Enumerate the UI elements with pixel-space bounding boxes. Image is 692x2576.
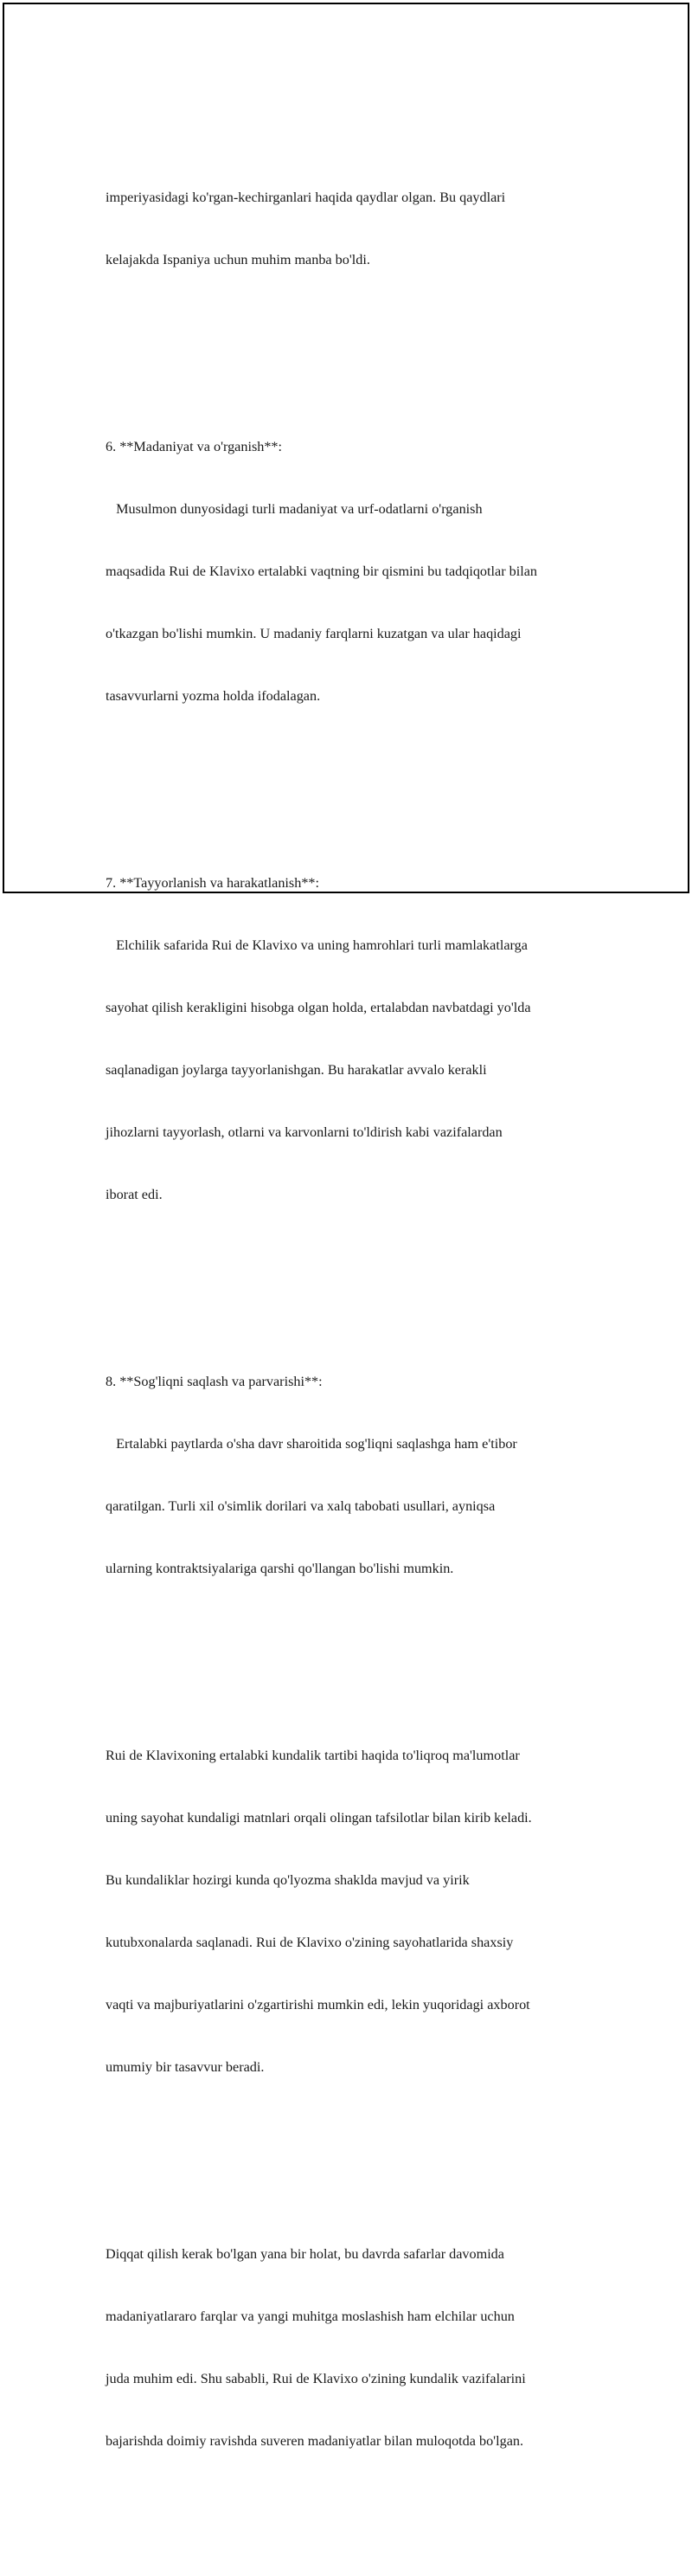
- text-line: ularning kontraktsiyalariga qarshi qo'llangan bo'lishi mumkin.: [106, 1561, 454, 1576]
- text-line: Bu kundaliklar hozirgi kunda qo'lyozma shaklda mavjud va yirik: [106, 1872, 470, 1888]
- text-line: kutubxonalarda saqlanadi. Rui de Klavixo o'zining sayohatlarida shaxsiy: [106, 1935, 514, 1950]
- text-line: madaniyatlararo farqlar va yangi muhitga moslashish ham elchilar uchun: [106, 2309, 515, 2324]
- text-line: Rui de Klavixoning ertalabki kundalik tartibi haqida to'liqroq ma'lumotlar: [106, 1748, 520, 1763]
- paragraph-kundalik-tartib: [106, 1703, 607, 2119]
- document-body: [106, 83, 607, 2576]
- text-line: imperiyasidagi ko'rgan-kechirganlari haqida qaydlar olgan. Bu qaydlari: [106, 190, 506, 205]
- text-line: juda muhim edi. Shu sababli, Rui de Klavixo o'zining kundalik vazifalarini: [106, 2371, 526, 2386]
- section-7-tayyorlanish: [106, 831, 607, 1246]
- page-frame: [3, 3, 689, 2449]
- text-line: maqsadida Rui de Klavixo ertalabki vaqtning bir qismini bu tadqiqotlar bilan: [106, 564, 538, 579]
- paragraph-continuation: [106, 145, 607, 312]
- text-line: o'tkazgan bo'lishi mumkin. U madaniy farqlarni kuzatgan va ular haqidagi: [106, 626, 522, 641]
- text-line: jihozlarni tayyorlash, otlarni va karvonlarni to'ldirish kabi vazifalardan: [106, 1124, 503, 1140]
- text-line: kelajakda Ispaniya uchun muhim manba bo'ldi.: [106, 252, 370, 267]
- text-line: iborat edi.: [106, 1187, 163, 1202]
- text-line: sayohat qilish kerakligini hisobga olgan holda, ertalabdan navbatdagi yo'lda: [106, 1000, 531, 1015]
- section-heading: 7. **Tayyorlanish va harakatlanish**:: [106, 875, 320, 891]
- text-line: Diqqat qilish kerak bo'lgan yana bir holat, bu davrda safarlar davomida: [106, 2246, 504, 2262]
- text-line: saqlanadigan joylarga tayyorlanishgan. Bu harakatlar avvalo kerakli: [106, 1062, 487, 1078]
- text-line: Musulmon dunyosidagi turli madaniyat va urf-odatlarni o'rganish: [106, 501, 483, 517]
- text-line: tasavvurlarni yozma holda ifodalagan.: [106, 688, 321, 704]
- text-line: uning sayohat kundaligi matnlari orqali olingan tafsilotlar bilan kirib keladi.: [106, 1810, 532, 1826]
- paragraph-diqqat: [106, 2202, 607, 2493]
- section-heading: 6. **Madaniyat va o'rganish**:: [106, 439, 283, 454]
- text-line: bajarishda doimiy ravishda suveren madaniyatlar bilan muloqotda bo'lgan.: [106, 2433, 524, 2449]
- text-line: vaqti va majburiyatlarini o'zgartirishi mumkin edi, lekin yuqoridagi axborot: [106, 1997, 530, 2012]
- section-6-madaniyat: [106, 395, 607, 748]
- section-8-sogliqni-saqlash: [106, 1330, 607, 1620]
- text-line: umumiy bir tasavvur beradi.: [106, 2059, 265, 2075]
- text-line: Ertalabki paytlarda o'sha davr sharoitida sog'liqni saqlashga ham e'tibor: [106, 1436, 517, 1452]
- text-line: qaratilgan. Turli xil o'simlik dorilari va xalq tabobati usullari, ayniqsa: [106, 1498, 496, 1514]
- section-heading: 8. **Sog'liqni saqlash va parvarishi**:: [106, 1374, 323, 1389]
- text-line: Elchilik safarida Rui de Klavixo va uning hamrohlari turli mamlakatlarga: [106, 937, 528, 953]
